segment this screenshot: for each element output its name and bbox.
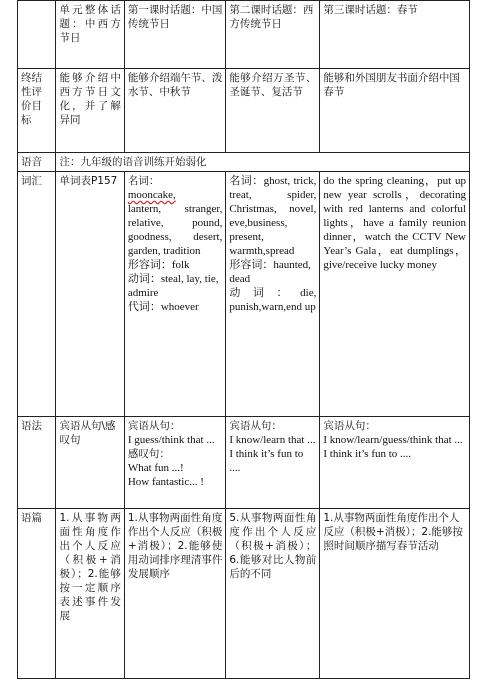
goals-lesson1-cell: 能够介绍端午节、泼水节、中秋节 [124,69,226,153]
grammar-lesson1-cell [124,417,226,509]
curriculum-table-page [17,0,470,682]
grammar-unit-cell: 宾语从句\感叹句 [56,417,124,509]
goals-lesson3-cell: 能够和外国朋友书面介绍中国春节 [320,69,470,153]
grammar-row [18,417,470,509]
discourse-lesson2-cell: 5.从事物两面性角度作出个人反应（积极+消极）；6.能够对比人物前后的不同 [226,509,320,679]
grammar-label: 语法 [18,417,56,509]
goals-label: 终结性评价目标 [18,69,56,153]
grammar-lesson2-title: 宾语从句： [229,420,282,432]
grammar-lesson3-l1: I know/learn/guess/think that ... [323,434,463,446]
lesson1-topic-cell: 第一课时话题：中国传统节日 [124,1,226,69]
goals-lesson2-cell: 能够介绍万圣节、圣诞节、复活节 [226,69,320,153]
vocab-lesson1-verb: 动词：steal, lay, tie, admire [127,273,219,299]
vocab-lesson2-noun: 名词：ghost, trick, treat, spider, Christmas, novel, eve,business, present, warmth,spread [229,175,317,257]
vocab-lesson1-noun-first: mooncake, [127,189,176,201]
curriculum-table [17,0,470,679]
vocab-lesson2-verb: 动词：die, punish,warn,end up [229,287,317,313]
phonetics-note: 注：九年级的语音训练开始弱化 [56,153,470,172]
vocab-lesson1-pron: 代词：whoever [127,301,199,313]
grammar-lesson1-l2: What fun ...! [127,462,184,474]
vocab-label: 词汇 [18,172,56,417]
vocab-row [18,172,470,417]
vocab-lesson1-adj: 形容词：folk [127,259,190,271]
grammar-lesson3-title: 宾语从句： [323,420,376,432]
vocab-lesson2-cell [226,172,320,417]
grammar-lesson1-l3: How fantastic... ! [127,476,204,488]
unit-topic-cell: 单元整体话题：中西方节日 [56,1,124,69]
grammar-lesson3-l2: I think it’s fun to .... [323,448,412,460]
vocab-lesson1-noun-label: 名词： [127,175,160,187]
grammar-lesson3-cell [320,417,470,509]
phonetics-row [18,153,470,172]
vocab-lesson2-adj: 形容词：haunted, dead [229,259,311,285]
discourse-lesson3-cell: 1.从事物两面性角度作出个人反应（积极+消极）；2.能够按照时间顺序描写春节活动 [320,509,470,679]
lesson2-topic-cell: 第二课时话题：西方传统节日 [226,1,320,69]
lesson3-topic-cell: 第三课时话题：春节 [320,1,470,69]
grammar-lesson2-cell [226,417,320,509]
discourse-unit-cell: 1.从事物两面性角度作出个人反应（积极+消极）；2.能够按一定顺序表述事件发展 [56,509,124,679]
grammar-lesson2-l2: I think it’s fun to .... [229,448,304,474]
vocab-lesson1-noun-rest: lantern, stranger, relative, pound, goodness, desert, garden, tradition [127,203,223,257]
corner-cell [18,1,56,69]
goals-row [18,69,470,153]
vocab-unit-cell: 单词表P157 [56,172,124,417]
vocab-lesson1-cell [124,172,226,417]
discourse-lesson1-cell: 1.从事物两面性角度作出个人反应（积极+消极）；2.能够使用动词排序理清事件发展顺序 [124,509,226,679]
goals-unit-cell: 能够介绍中西方节日文化，并了解异同 [56,69,124,153]
grammar-lesson2-l1: I know/learn that ... [229,434,316,446]
discourse-label: 语篇 [18,509,56,679]
grammar-lesson1-title: 宾语从句： [127,420,181,432]
discourse-row [18,509,470,679]
grammar-lesson1-l1: I guess/think that ... [127,434,215,446]
grammar-lesson1-title2: 感叹句： [127,448,170,460]
header-row [18,1,470,69]
phonetics-label: 语音 [18,153,56,172]
vocab-lesson3-cell: do the spring cleaning，put up new year scrolls，decorating with red lanterns and colorful lights，have a family reunion dinner，watch the CCTV New Year’s Gala，eat dumplings，give/receive lucky money [320,172,470,417]
